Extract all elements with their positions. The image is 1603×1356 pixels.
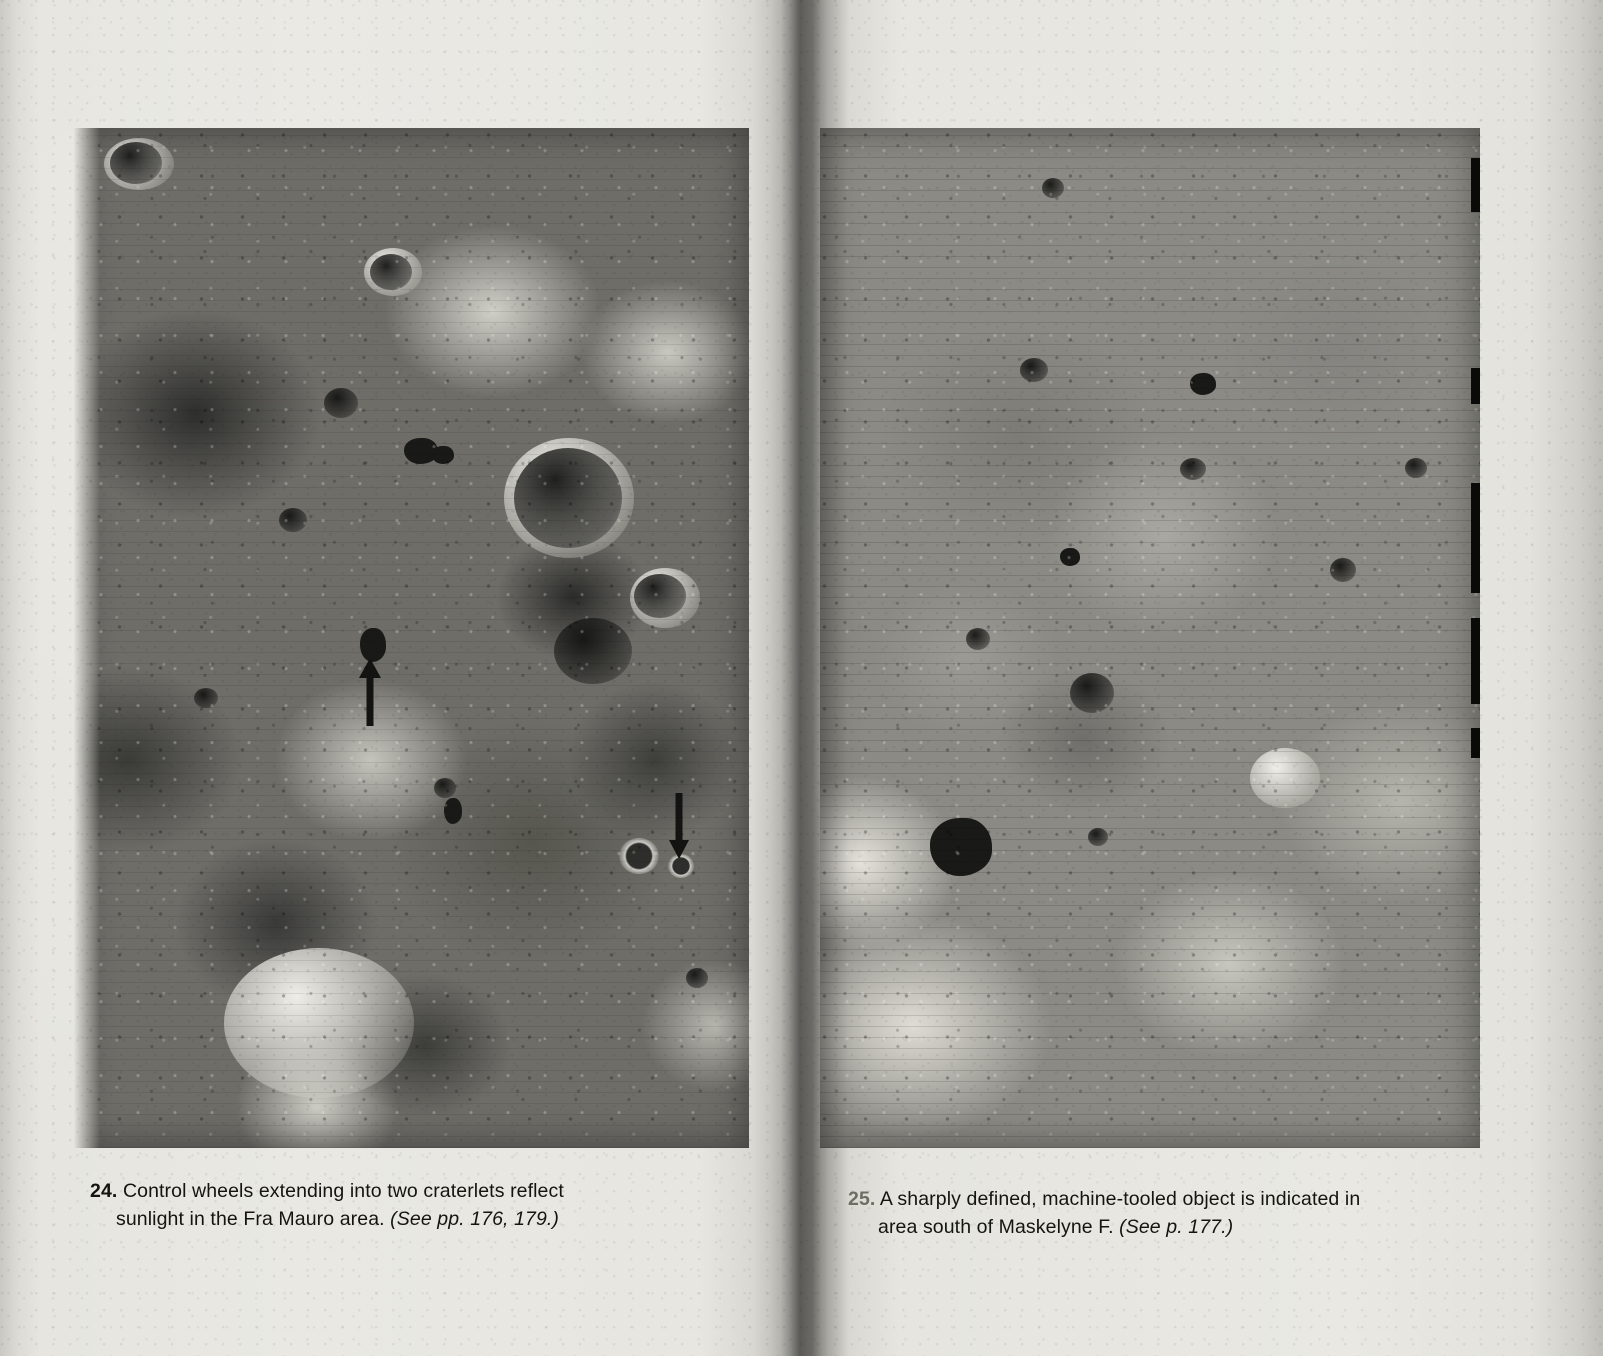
arrow-shaft	[676, 793, 683, 843]
arrow-down-craterlet	[669, 793, 689, 859]
caption-line-1	[90, 1178, 762, 1206]
frame-edge-tick	[1471, 483, 1480, 593]
frame-edge-tick	[1471, 728, 1480, 758]
frame-edge-tick	[1471, 618, 1480, 704]
plate-25-image	[820, 128, 1480, 1148]
arrow-shaft	[367, 675, 374, 726]
caption-number: 24.	[90, 1180, 118, 1202]
frame-edge-tick	[1471, 368, 1480, 404]
arrow-head-icon	[669, 840, 689, 859]
caption-number: 25.	[848, 1188, 876, 1210]
caption-text-line-1: Control wheels extending into two craterlets reflect	[122, 1180, 564, 1202]
caption-plate-24	[90, 1178, 762, 1233]
film-speckle	[820, 128, 1480, 1148]
caption-plate-25	[848, 1186, 1498, 1241]
plate-24-image	[74, 128, 749, 1148]
frame-edge-tick	[1471, 158, 1480, 212]
caption-reference: (See p. 177.)	[1119, 1215, 1234, 1238]
caption-line-2	[848, 1214, 1498, 1242]
film-speckle	[74, 128, 749, 1148]
caption-text-line-2: sunlight in the Fra Mauro area.	[116, 1207, 391, 1230]
caption-reference: (See pp. 176, 179.)	[390, 1207, 560, 1230]
caption-line-2	[90, 1206, 762, 1234]
caption-line-1	[848, 1186, 1498, 1214]
caption-text-line-2: area south of Maskelyne F.	[878, 1215, 1120, 1238]
caption-text-line-1: A sharply defined, machine-tooled object is indicated in	[879, 1188, 1361, 1210]
arrow-up-craterlet	[359, 658, 381, 726]
